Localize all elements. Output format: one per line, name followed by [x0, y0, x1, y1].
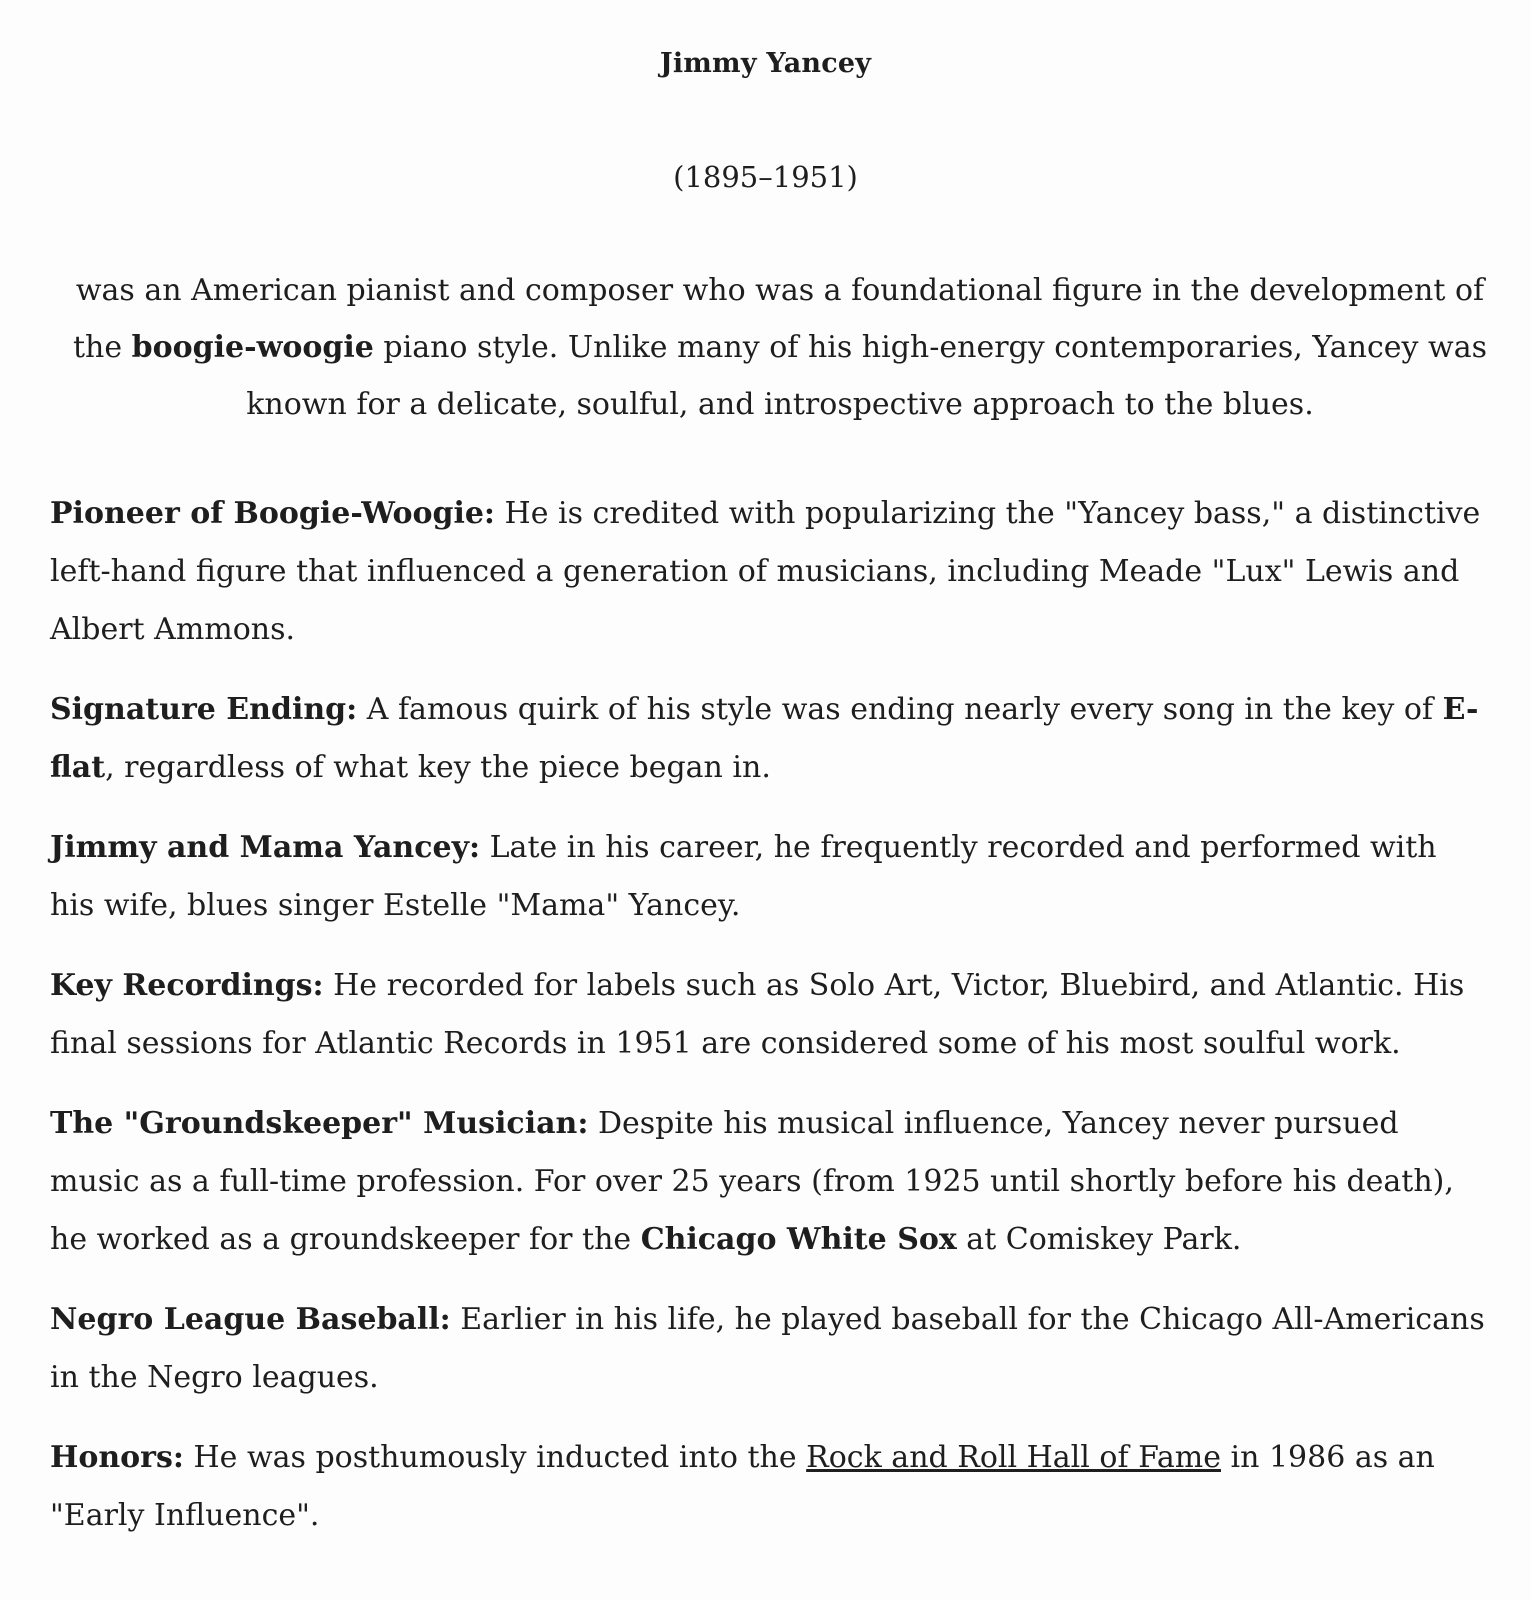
fact-bold-term: Chicago White Sox	[640, 1222, 957, 1257]
fact-signature-ending	[50, 681, 1490, 797]
fact-text: Despite his musical influence, Yancey never pursued music as a full-time profession. For over 25 years (from 1925 until shortly before his death), he worked as a groundskeeper for the	[50, 1106, 1454, 1257]
fact-bold-term: E-flat	[50, 692, 1479, 785]
fact-text: Late in his career, he frequently recorded and performed with his wife, blues singer Estelle "Mama" Yancey.	[50, 830, 1437, 923]
fact-text-end: at Comiskey Park.	[956, 1222, 1242, 1257]
fact-label: Key Recordings:	[50, 968, 324, 1003]
fact-label: Pioneer of Boogie-Woogie:	[50, 496, 496, 531]
fact-text: He is credited with popularizing the "Yancey bass," a distinctive left-hand figure that influenced a generation of musicians, including Meade "Lux" Lewis and Albert Ammons.	[50, 496, 1481, 647]
fact-text: He was posthumously inducted into the	[183, 1440, 807, 1475]
fact-label: Signature Ending:	[50, 692, 358, 727]
fact-text: A famous quirk of his style was ending nearly every song in the key of	[357, 692, 1443, 727]
life-dates: (1895–1951)	[673, 160, 858, 194]
intro-bold-term: boogie-woogie	[131, 330, 374, 365]
fact-label: Jimmy and Mama Yancey:	[50, 830, 481, 865]
fact-negro-league	[50, 1291, 1490, 1407]
fact-label: Negro League Baseball:	[50, 1302, 451, 1337]
page-title: Jimmy Yancey	[659, 48, 872, 79]
fact-text-end: , regardless of what key the piece began in.	[105, 750, 771, 785]
fact-groundskeeper	[50, 1095, 1490, 1269]
fact-mama-yancey	[50, 819, 1490, 935]
fact-label: The "Groundskeeper" Musician:	[50, 1106, 589, 1141]
hall-of-fame-link[interactable]: Rock and Roll Hall of Fame	[806, 1440, 1221, 1475]
intro-text-end: piano style. Unlike many of his high-energy contemporaries, Yancey was known for a delicate, soulful, and introspective approach to the blues.	[246, 330, 1487, 422]
fact-text-end: in 1986 as an "Early Influence".	[50, 1440, 1435, 1533]
fact-label: Honors:	[50, 1440, 184, 1475]
intro-paragraph	[70, 262, 1490, 433]
fact-pioneer	[50, 485, 1490, 659]
facts-list	[50, 485, 1490, 1567]
fact-key-recordings	[50, 957, 1490, 1073]
fact-honors	[50, 1429, 1490, 1545]
fact-text: He recorded for labels such as Solo Art, Victor, Bluebird, and Atlantic. His final sessions for Atlantic Records in 1951 are considered some of his most soulful work.	[50, 968, 1465, 1061]
intro-text-start: was an American pianist and composer who was a foundational figure in the development of the	[72, 273, 1485, 365]
fact-text: Earlier in his life, he played baseball for the Chicago All-Americans in the Negro leagues.	[50, 1302, 1485, 1395]
